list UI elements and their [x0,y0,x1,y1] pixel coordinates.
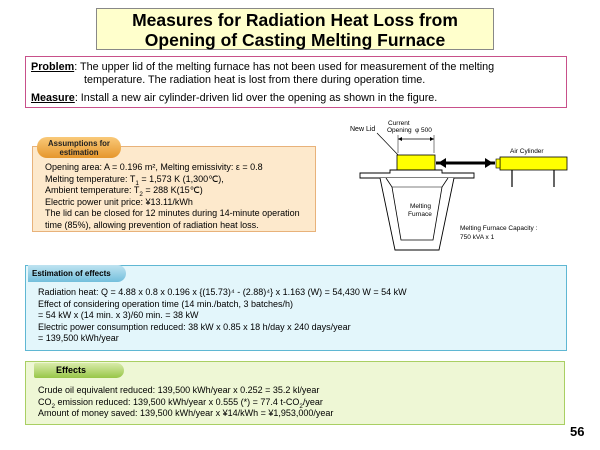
capacity-label-1: Melting Furnace Capacity : [460,225,538,232]
assumption-lid-closing: The lid can be closed for 12 minutes during 14-minute operation [45,208,300,219]
estimation-annual: = 139,500 kWh/year [38,333,119,344]
assumptions-label-line-1: Assumptions for [48,139,110,148]
effect-money-saved: Amount of money saved: 139,500 kWh/year x ¥14/kWh = ¥1,953,000/year [38,408,334,419]
problem-line-1 [31,61,494,74]
new-lid-shape [397,155,435,170]
problem-measure-box [25,56,567,108]
co2-post: /year [302,396,323,407]
effect-crude-oil: Crude oil equivalent reduced: 139,500 kWh/year x 0.252 = 35.2 kl/year [38,385,320,395]
rod-arrow-right [485,158,493,168]
co2-sub-2: 2 [299,402,303,410]
air-cylinder-shape [500,157,567,170]
page-number: 56 [570,424,585,439]
dimension-arrow-left [398,137,402,141]
assumption-opening-area: Opening area: A = 0.196 m², Melting emissivity: ε = 0.8 [45,162,263,172]
furnace-rim [360,170,474,178]
measure-label: Measure [31,92,75,104]
ambient-temp-pre: Ambient temperature: T [45,185,140,196]
estimation-kw: = 54 kW x (14 min. x 3)/60 min. = 38 kW [38,310,199,321]
current-opening-label-1: Current [388,120,410,127]
assumption-lid-closing-2: time (85%), allowing prevention of radiation heat loss. [45,219,259,230]
furnace-diagram [340,115,600,255]
new-lid-label: New Lid [350,126,376,133]
co2-mid: emission reduced: 139,500 kWh/year x 0.555 (*) = 77.4 t-CO [55,396,300,407]
estimation-label: Estimation of effects [28,265,126,282]
air-cylinder-label: Air Cylinder [510,148,544,155]
title-line-2: Opening of Casting Melting Furnace [144,30,446,50]
problem-text-1: : The upper lid of the melting furnace has not been used for measurement of the melting [74,61,495,73]
estimation-operation-time: Effect of considering operation time (14 min./batch, 3 batches/h) [38,298,293,309]
air-cylinder-cap [496,159,500,168]
ambient-temp-post: = 288 K(15℃) [142,185,203,196]
measure-text: : Install a new air cylinder-driven lid over the opening as shown in the figure. [74,92,438,104]
assumption-melting-temp [45,174,313,186]
furnace-label-2: Furnace [408,211,432,218]
melting-temp-post: = 1,573 K (1,300℃), [138,173,224,184]
assumption-ambient-temp [45,185,313,197]
assumption-power-price: Electric power unit price: ¥13.11/kWh [45,196,193,207]
dimension-arrow-right [430,137,434,141]
rod-arrow-left [438,158,446,168]
new-lid-leader [377,133,400,157]
problem-line-2: temperature. The radiation heat is lost from there during operation time. [84,74,426,86]
co2-sub: 2 [51,402,56,410]
effects-text [38,385,558,420]
assumptions-label-line-2: estimation [59,148,99,157]
measure-line [31,92,437,105]
title-line-1: Measures for Radiation Heat Loss from [132,10,458,30]
furnace-label-1: Melting [410,203,431,210]
co2-pre: CO [38,396,52,407]
estimation-text [38,287,558,345]
opening-size-label: φ 500 [415,127,432,134]
melting-temp-pre: Melting temperature: T [45,173,136,184]
slide-title [96,8,494,50]
current-opening-label-2: Opening [387,127,412,134]
assumptions-label [37,137,121,158]
ambient-temp-sub: 2 [139,190,143,198]
effects-label: Effects [34,363,124,378]
melting-temp-sub: 1 [135,179,139,187]
problem-label: Problem [31,61,75,73]
estimation-power-reduced: Electric power consumption reduced: 38 kW x 0.85 x 18 h/day x 240 days/year [38,321,351,332]
assumptions-text [45,162,313,232]
capacity-label-2: 750 kVA x 1 [460,234,495,241]
effect-co2 [38,397,558,409]
estimation-radiation-heat: Radiation heat: Q = 4.88 x 0.8 x 0.196 x {(15.73)⁴ - (2.88)⁴} x 1.163 (W) = 54,430 W = 54 kW [38,287,407,297]
